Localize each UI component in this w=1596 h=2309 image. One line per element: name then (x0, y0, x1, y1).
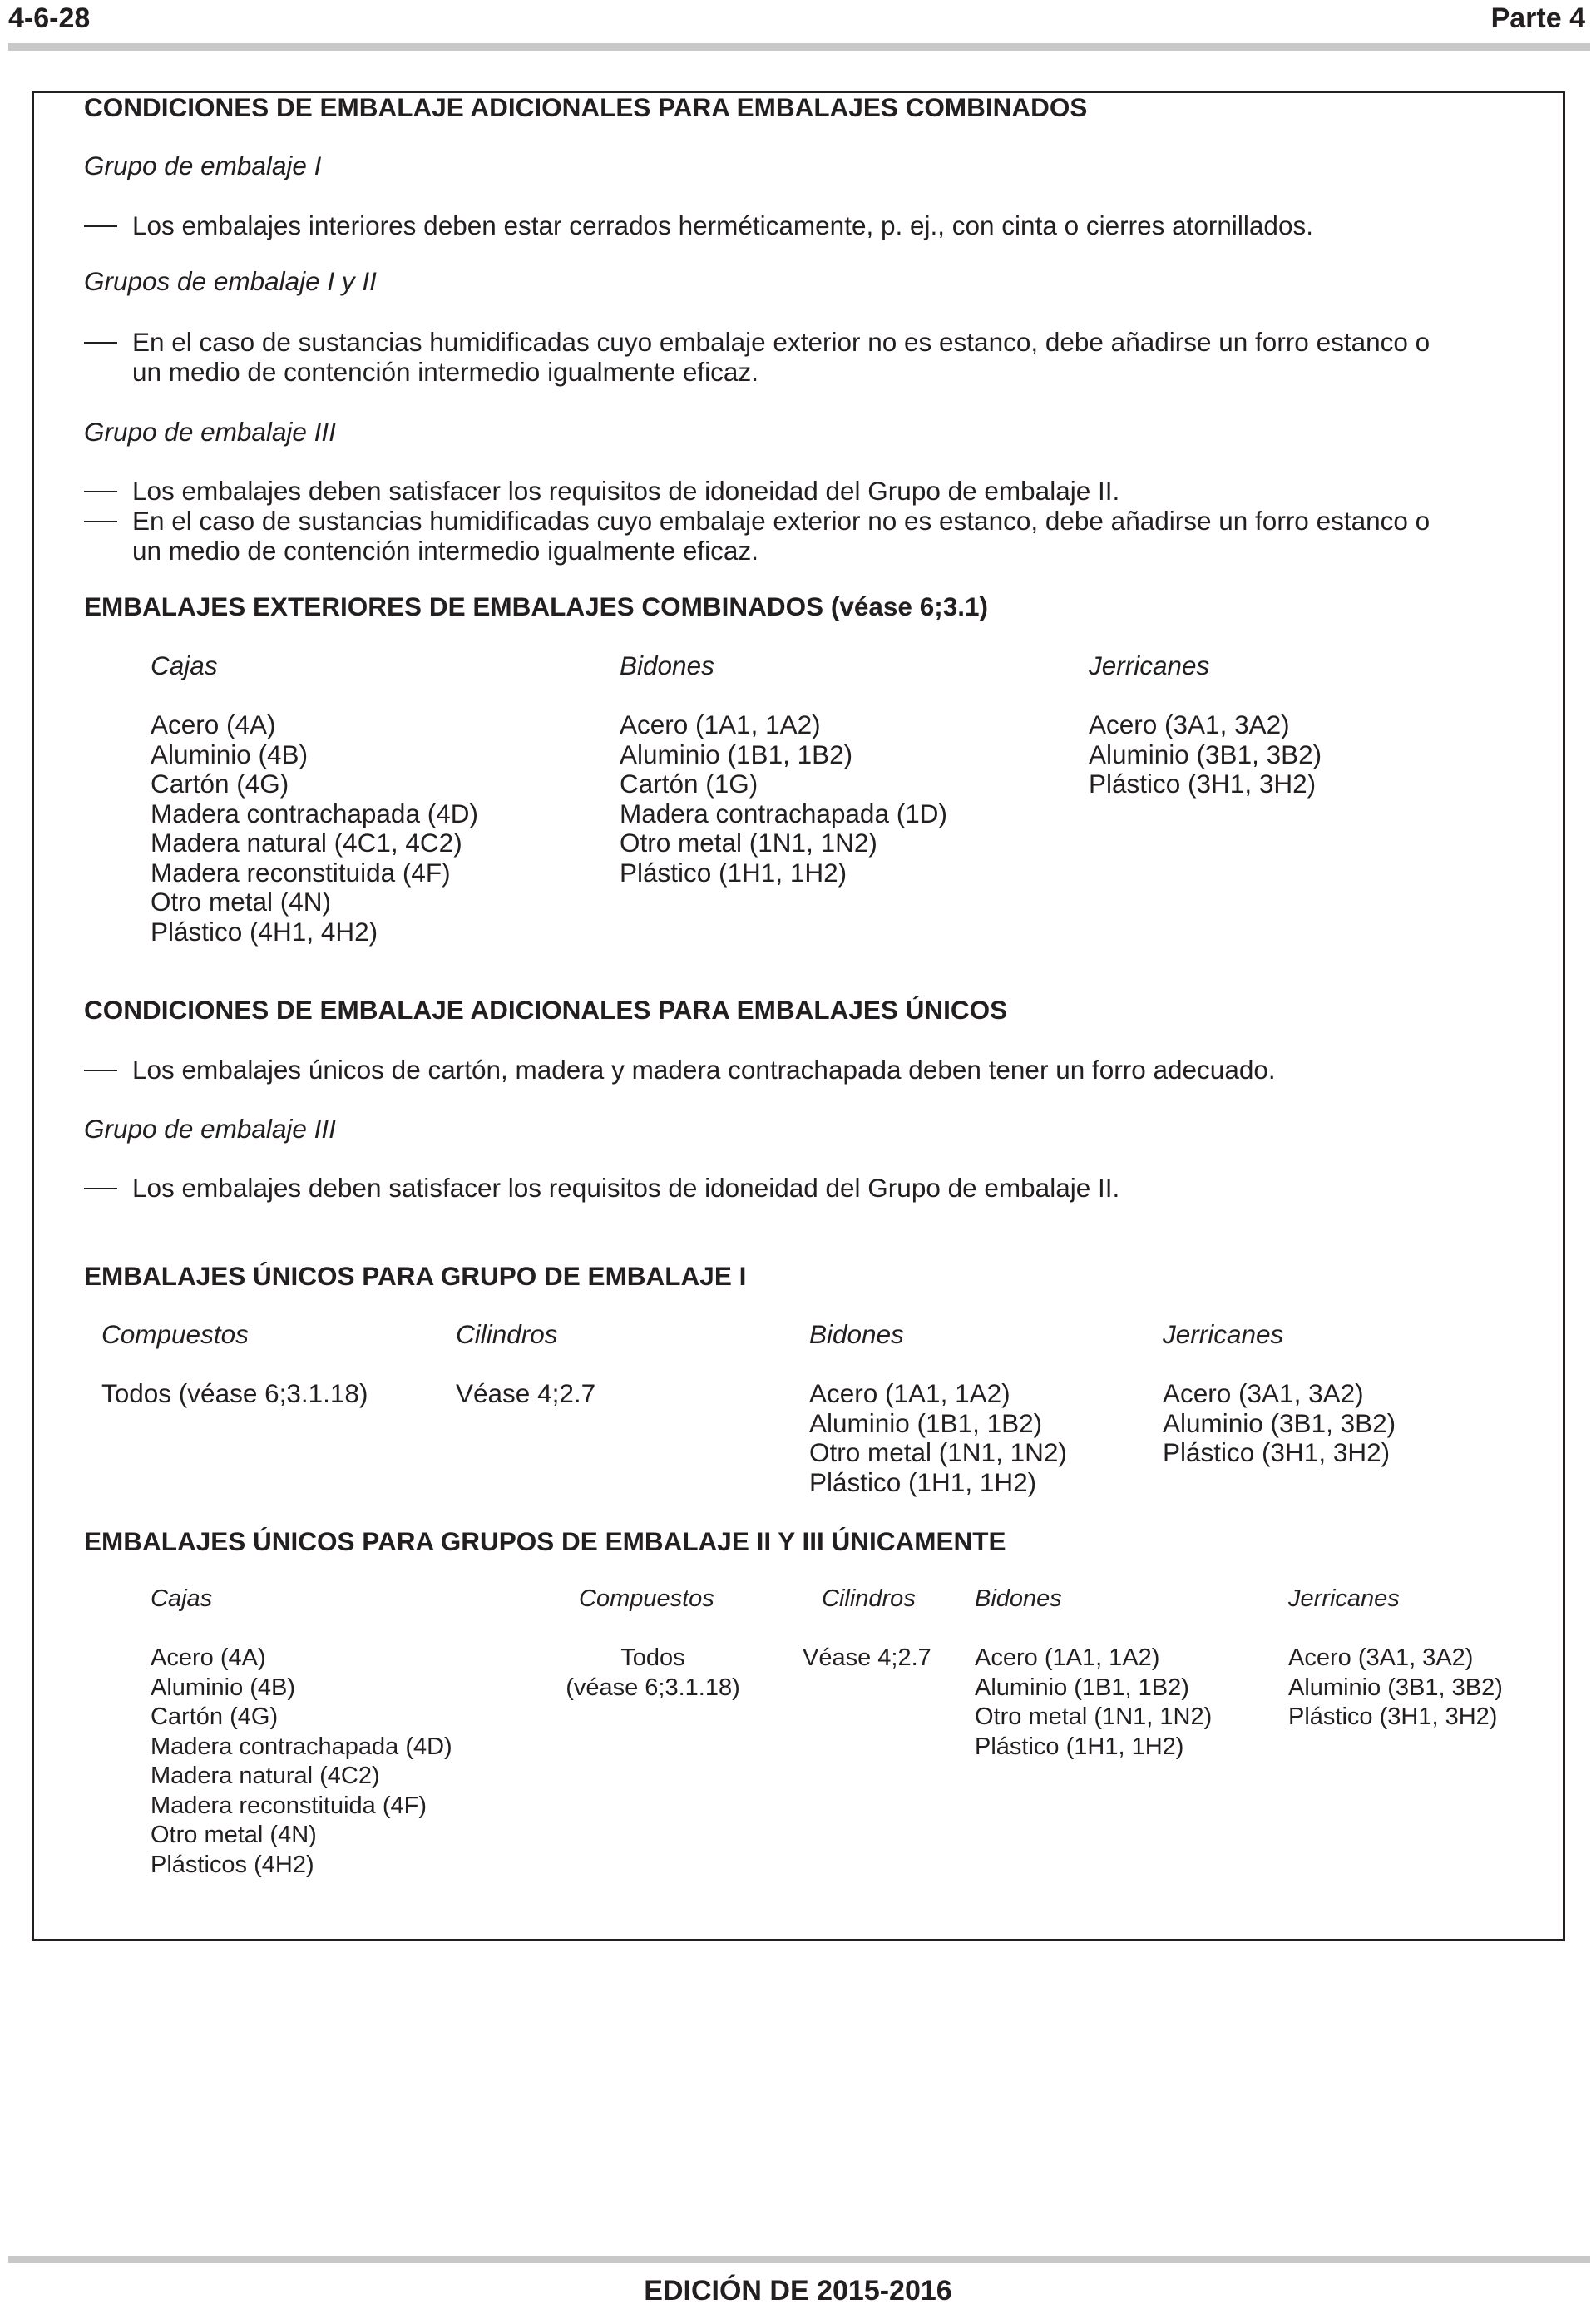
packaging-column (1163, 1320, 1396, 1468)
column-title: Bidones (975, 1585, 1062, 1612)
list-item: Acero (4A) (151, 1644, 266, 1671)
list-item: Plástico (4H1, 4H2) (151, 916, 378, 947)
list-item: Aluminio (3B1, 3B2) (1288, 1674, 1503, 1701)
list-item: Madera natural (4C2) (151, 1763, 380, 1789)
list-item-text: En el caso de sustancias humidificadas cuyo embalaje exterior no es estanco, debe añadirse un forro estanco o (132, 327, 1430, 357)
packaging-column (809, 1320, 1067, 1497)
packaging-column (456, 1320, 595, 1409)
section-heading: EMBALAJES EXTERIORES DE EMBALAJES COMBINADOS (véase 6;3.1) (84, 591, 988, 621)
column-title: Cilindros (456, 1319, 558, 1349)
list-item: Aluminio (1B1, 1B2) (809, 1407, 1043, 1438)
section-heading: EMBALAJES ÚNICOS PARA GRUPOS DE EMBALAJE II Y III ÚNICAMENTE (84, 1526, 1006, 1556)
packaging-column (803, 1585, 931, 1674)
group-label: Grupos de embalaje I y II (84, 266, 377, 296)
list-item-text: un medio de contención intermedio igualmente eficaz. (132, 356, 758, 387)
list-item: Plásticos (4H2) (151, 1851, 314, 1878)
section-heading: CONDICIONES DE EMBALAJE ADICIONALES PARA EMBALAJES ÚNICOS (84, 995, 1008, 1025)
list-item: Todos (620, 1644, 685, 1671)
section-heading: CONDICIONES DE EMBALAJE ADICIONALES PARA EMBALAJES COMBINADOS (84, 92, 1088, 122)
column-title: Bidones (620, 650, 714, 680)
footer-rule (8, 2256, 1590, 2263)
group-label: Grupo de embalaje I (84, 151, 322, 180)
column-title: Jerricanes (1288, 1585, 1400, 1612)
packaging-column (1089, 651, 1322, 799)
list-item: Plástico (1H1, 1H2) (975, 1733, 1184, 1760)
section-heading: EMBALAJES ÚNICOS PARA GRUPO DE EMBALAJE I (84, 1261, 747, 1291)
column-title: Cilindros (822, 1585, 916, 1612)
list-item: Otro metal (4N) (151, 887, 332, 917)
column-title: Compuestos (579, 1585, 714, 1612)
column-title: Bidones (809, 1319, 904, 1349)
packaging-column (620, 651, 947, 888)
header-rule (8, 43, 1590, 51)
list-item (84, 211, 1313, 241)
list-item: Plástico (3H1, 3H2) (1089, 769, 1317, 799)
list-item: Madera reconstituida (4F) (151, 1792, 427, 1819)
list-item-text: En el caso de sustancias humidificadas cuyo embalaje exterior no es estanco, debe añadirse un forro estanco o (132, 506, 1430, 536)
list-item: Acero (3A1, 3A2) (1089, 710, 1290, 739)
list-item: Acero (1A1, 1A2) (975, 1644, 1160, 1671)
list-item: Plástico (1H1, 1H2) (809, 1466, 1037, 1497)
list-item: Aluminio (1B1, 1B2) (620, 739, 853, 769)
list-item: Acero (1A1, 1A2) (809, 1378, 1010, 1408)
list-item-text: Los embalajes deben satisfacer los requisitos de idoneidad del Grupo de embalaje II. (132, 476, 1120, 506)
column-title: Compuestos (101, 1319, 249, 1349)
list-item: Otro metal (1N1, 1N2) (809, 1437, 1067, 1467)
packaging-column (151, 1585, 452, 1880)
list-item: Plástico (3H1, 3H2) (1163, 1437, 1391, 1467)
list-item: Cartón (4G) (151, 1703, 279, 1730)
list-item: Aluminio (3B1, 3B2) (1089, 739, 1322, 769)
list-item: Aluminio (4B) (151, 739, 309, 769)
list-item: Madera contrachapada (4D) (151, 1733, 452, 1760)
column-title: Jerricanes (1089, 650, 1210, 680)
list-item-text: un medio de contención intermedio igualmente eficaz. (132, 535, 758, 566)
column-title: Jerricanes (1163, 1319, 1284, 1349)
list-item: Cartón (4G) (151, 769, 289, 799)
packaging-column (975, 1585, 1212, 1762)
group-label: Grupo de embalaje III (84, 1114, 336, 1144)
list-item (84, 477, 1119, 507)
packaging-column (151, 651, 478, 947)
list-item: Acero (3A1, 3A2) (1288, 1644, 1474, 1671)
column-title: Cajas (151, 1585, 213, 1612)
list-item: Todos (véase 6;3.1.18) (101, 1378, 368, 1408)
list-item: Plástico (3H1, 3H2) (1288, 1703, 1498, 1730)
group-label: Grupo de embalaje III (84, 417, 336, 447)
packaging-column (557, 1585, 749, 1703)
list-item (84, 1174, 1119, 1204)
list-item: Otro metal (1N1, 1N2) (620, 828, 877, 858)
list-item: Acero (3A1, 3A2) (1163, 1378, 1364, 1408)
list-item: Aluminio (4B) (151, 1674, 296, 1701)
list-item: (véase 6;3.1.18) (566, 1674, 740, 1701)
list-item: Otro metal (1N1, 1N2) (975, 1703, 1213, 1730)
list-item: Aluminio (1B1, 1B2) (975, 1674, 1189, 1701)
list-item-text: Los embalajes deben satisfacer los requisitos de idoneidad del Grupo de embalaje II. (132, 1173, 1120, 1203)
list-item: Véase 4;2.7 (803, 1644, 931, 1671)
list-item: Acero (4A) (151, 710, 276, 739)
list-item: Madera contrachapada (4D) (151, 798, 478, 828)
list-item: Acero (1A1, 1A2) (620, 710, 821, 739)
list-item: Aluminio (3B1, 3B2) (1163, 1407, 1396, 1438)
list-item-text: Los embalajes únicos de cartón, madera y madera contrachapada deben tener un forro adecuado. (132, 1055, 1276, 1085)
list-item: Madera contrachapada (1D) (620, 798, 947, 828)
edition-label: EDICIÓN DE 2015-2016 (644, 2275, 952, 2307)
packaging-column (1288, 1585, 1503, 1733)
list-item (84, 507, 1430, 566)
list-item: Véase 4;2.7 (456, 1378, 596, 1408)
packaging-column (101, 1320, 368, 1409)
part-label: Parte 4 (1490, 2, 1585, 34)
page-number: 4-6-28 (8, 2, 91, 34)
list-item (84, 328, 1430, 387)
list-item (84, 1056, 1276, 1085)
column-title: Cajas (151, 650, 218, 680)
list-item: Otro metal (4N) (151, 1822, 317, 1848)
list-item: Madera natural (4C1, 4C2) (151, 828, 462, 858)
list-item: Madera reconstituida (4F) (151, 857, 451, 888)
list-item-text: Los embalajes interiores deben estar cerrados herméticamente, p. ej., con cinta o cierres atornillados. (132, 210, 1313, 240)
list-item: Plástico (1H1, 1H2) (620, 857, 847, 888)
list-item: Cartón (1G) (620, 769, 758, 799)
